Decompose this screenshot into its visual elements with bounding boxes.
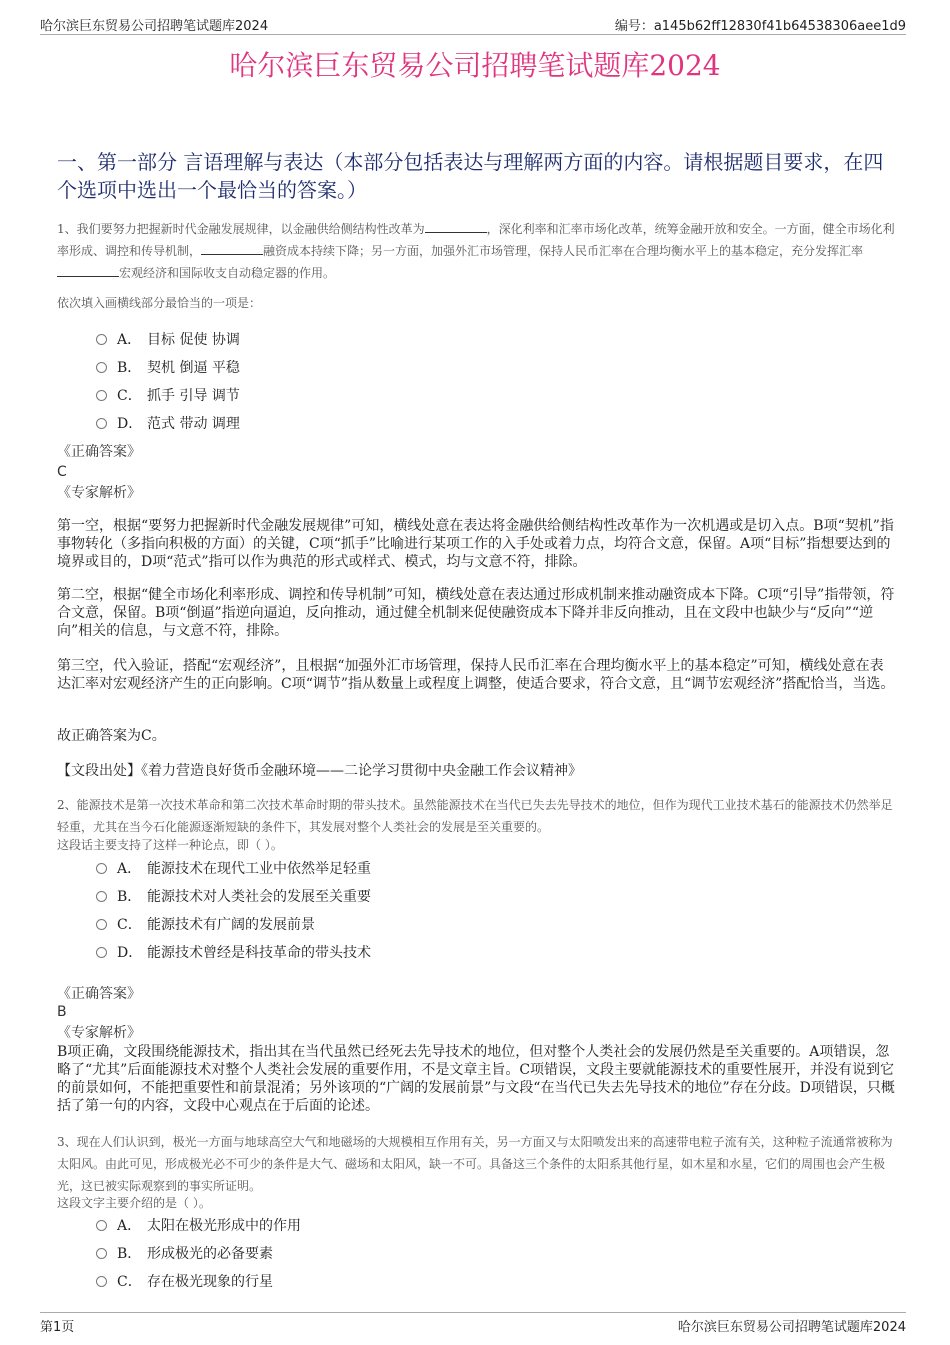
q1-part-4: 宏观经济和国际收支自动稳定器的作用。 xyxy=(119,266,336,280)
option-label: A． xyxy=(117,861,142,877)
radio-icon[interactable] xyxy=(96,362,107,373)
option-text: 能源技术有广阔的发展前景 xyxy=(147,917,315,933)
option-text: 形成极光的必备要素 xyxy=(147,1246,273,1262)
header-serial: 编号：a145b62ff12830f41b64538306aee1d9 xyxy=(614,19,906,34)
option-label: C． xyxy=(117,917,142,933)
option-c[interactable] xyxy=(96,382,596,410)
option-d[interactable] xyxy=(96,410,596,438)
radio-icon[interactable] xyxy=(96,418,107,429)
section-heading: 一、第一部分 言语理解与表达（本部分包括表达与理解两方面的内容。请根据题目要求，在四个选项中选出一个最恰当的答案。） xyxy=(57,150,884,202)
option-label: D． xyxy=(117,945,143,961)
option-b[interactable] xyxy=(96,883,596,911)
question-3-options xyxy=(96,1212,596,1296)
analysis-paragraph: B项正确，文段围绕能源技术，指出其在当代虽然已经死去先导技术的地位，但对整个人类社会的发展仍然是至关重要的。A项错误，忽略了“尤其”后面能源技术对整个人类社会发展的重要作用，不是文章主旨。C项错误，文段主要就能源技术的重要性展开，并没有说到它的前景如何，不能把重要性和前景混淆；另外该项的“广阔的发展前景”与文段“在当代已失去先导技术的地位”存在分歧。D项错误，只概括了第一句的内容，文段中心观点在于后面的论述。 xyxy=(57,1044,895,1114)
answer-heading: 《正确答案》 xyxy=(57,986,141,1002)
option-a[interactable] xyxy=(96,855,596,883)
footer-title: 哈尔滨巨东贸易公司招聘笔试题库2024 xyxy=(677,1320,906,1335)
option-a[interactable] xyxy=(96,1212,596,1240)
option-text: 能源技术在现代工业中依然举足轻重 xyxy=(147,861,371,877)
blank-2 xyxy=(201,244,263,255)
q1-part-2: ，深化利率和汇率市场化改革，统筹金融开放和安全。一方面，健全市场化利率形成、调控和传导机制， xyxy=(57,222,895,258)
question-1-text xyxy=(57,218,897,284)
source-note: 【文段出处】《着力营造良好货币金融环境——二论学习贯彻中央金融工作会议精神》 xyxy=(57,763,582,779)
analysis-paragraph-3: 第三空，代入验证，搭配“宏观经济”，且根据“加强外汇市场管理，保持人民币汇率在合理均衡水平上的基本稳定”可知，横线处意在表达汇率对宏观经济产生的正向影响。C项“调节”指从数量上或程度上调整，使适合要求，符合文意，且“调节宏观经济”搭配恰当，当选。 xyxy=(57,658,895,692)
radio-icon[interactable] xyxy=(96,1248,107,1259)
radio-icon[interactable] xyxy=(96,334,107,345)
question-3-prompt: 这段文字主要介绍的是（ ）。 xyxy=(57,1196,211,1210)
radio-icon[interactable] xyxy=(96,891,107,902)
blank-3 xyxy=(57,266,119,277)
option-label: A． xyxy=(117,332,142,348)
option-b[interactable] xyxy=(96,354,596,382)
option-label: A． xyxy=(117,1218,142,1234)
question-2-prompt: 这段话主要支持了这样一种论点，即（ ）。 xyxy=(57,838,283,852)
radio-icon[interactable] xyxy=(96,919,107,930)
answer-value: B xyxy=(57,1004,67,1020)
option-text: 能源技术对人类社会的发展至关重要 xyxy=(147,889,371,905)
analysis-paragraph-2: 第二空，根据“健全市场化利率形成、调控和传导机制”可知，横线处意在表达通过形成机制来推动融资成本下降。C项“引导”指带领，符合文意，保留。B项“倒逼”指逆向逼迫，反向推动，通过健全机制来促使融资成本下降并非反向推动，且在文段中也缺少与“反向”“逆向”相关的信息，与文意不符，排除。 xyxy=(57,587,895,639)
page-number: 第1页 xyxy=(40,1320,75,1335)
answer-heading: 《正确答案》 xyxy=(57,444,141,460)
radio-icon[interactable] xyxy=(96,1276,107,1287)
option-text: 能源技术曾经是科技革命的带头技术 xyxy=(147,945,371,961)
option-label: B． xyxy=(117,360,142,376)
analysis-conclusion: 故正确答案为C。 xyxy=(57,728,166,744)
option-d[interactable] xyxy=(96,939,596,967)
option-label: C． xyxy=(117,388,142,404)
option-text: 范式 带动 调理 xyxy=(147,416,240,432)
option-text: 目标 促使 协调 xyxy=(147,332,240,348)
option-b[interactable] xyxy=(96,1240,596,1268)
page-header xyxy=(40,14,906,35)
analysis-heading: 《专家解析》 xyxy=(57,1025,141,1041)
question-3-text: 3、现在人们认识到，极光一方面与地球高空大气和地磁场的大规模相互作用有关，另一方面又与太阳喷发出来的高速带电粒子流有关，这种粒子流通常被称为太阳风。由此可见，形成极光必不可少的条件是大气、磁场和太阳风，缺一不可。具备这三个条件的太阳系其他行星，如木星和水星，它们的周围也会产生极光，这已被实际观察到的事实所证明。 xyxy=(57,1135,893,1193)
option-text: 抓手 引导 调节 xyxy=(147,388,240,404)
option-label: D． xyxy=(117,416,143,432)
option-a[interactable] xyxy=(96,326,596,354)
header-title: 哈尔滨巨东贸易公司招聘笔试题库2024 xyxy=(40,19,269,34)
radio-icon[interactable] xyxy=(96,390,107,401)
option-text: 存在极光现象的行星 xyxy=(147,1274,273,1290)
blank-1 xyxy=(425,222,487,233)
question-1-prompt: 依次填入画横线部分最恰当的一项是： xyxy=(57,296,262,310)
option-c[interactable] xyxy=(96,1268,596,1296)
q1-part-3: 融资成本持续下降；另一方面，加强外汇市场管理，保持人民币汇率在合理均衡水平上的基本稳定，充分发挥汇率 xyxy=(263,244,864,258)
option-text: 契机 倒逼 平稳 xyxy=(147,360,240,376)
page-footer xyxy=(40,1312,906,1335)
question-2-text: 2、能源技术是第一次技术革命和第二次技术革命时期的带头技术。虽然能源技术在当代已失去先导技术的地位，但作为现代工业技术基石的能源技术仍然举足轻重，尤其在当今石化能源逐渐短缺的条件下，其发展对整个人类社会的发展是至关重要的。 xyxy=(57,798,893,834)
radio-icon[interactable] xyxy=(96,863,107,874)
radio-icon[interactable] xyxy=(96,947,107,958)
q1-part-1: 1、我们要努力把握新时代金融发展规律，以金融供给侧结构性改革为 xyxy=(57,222,425,236)
page-title: 哈尔滨巨东贸易公司招聘笔试题库2024 xyxy=(229,49,721,82)
question-2-options xyxy=(96,855,596,967)
question-1-options xyxy=(96,326,596,438)
option-label: C． xyxy=(117,1274,142,1290)
option-c[interactable] xyxy=(96,911,596,939)
analysis-paragraph-1: 第一空，根据“要努力把握新时代金融发展规律”可知，横线处意在表达将金融供给侧结构性改革作为一次机遇或是切入点。B项“契机”指事物转化（多指向积极的方面）的关键，C项“抓手”比喻进行某项工作的入手处或着力点，均符合文意，保留。A项“目标”指想要达到的境界或目的，D项“范式”指可以作为典范的形式或样式、模式，均与文意不符，排除。 xyxy=(57,518,894,570)
analysis-heading: 《专家解析》 xyxy=(57,485,141,501)
option-label: B． xyxy=(117,1246,142,1262)
option-text: 太阳在极光形成中的作用 xyxy=(147,1218,301,1234)
answer-value: C xyxy=(57,464,67,480)
radio-icon[interactable] xyxy=(96,1220,107,1231)
option-label: B． xyxy=(117,889,142,905)
